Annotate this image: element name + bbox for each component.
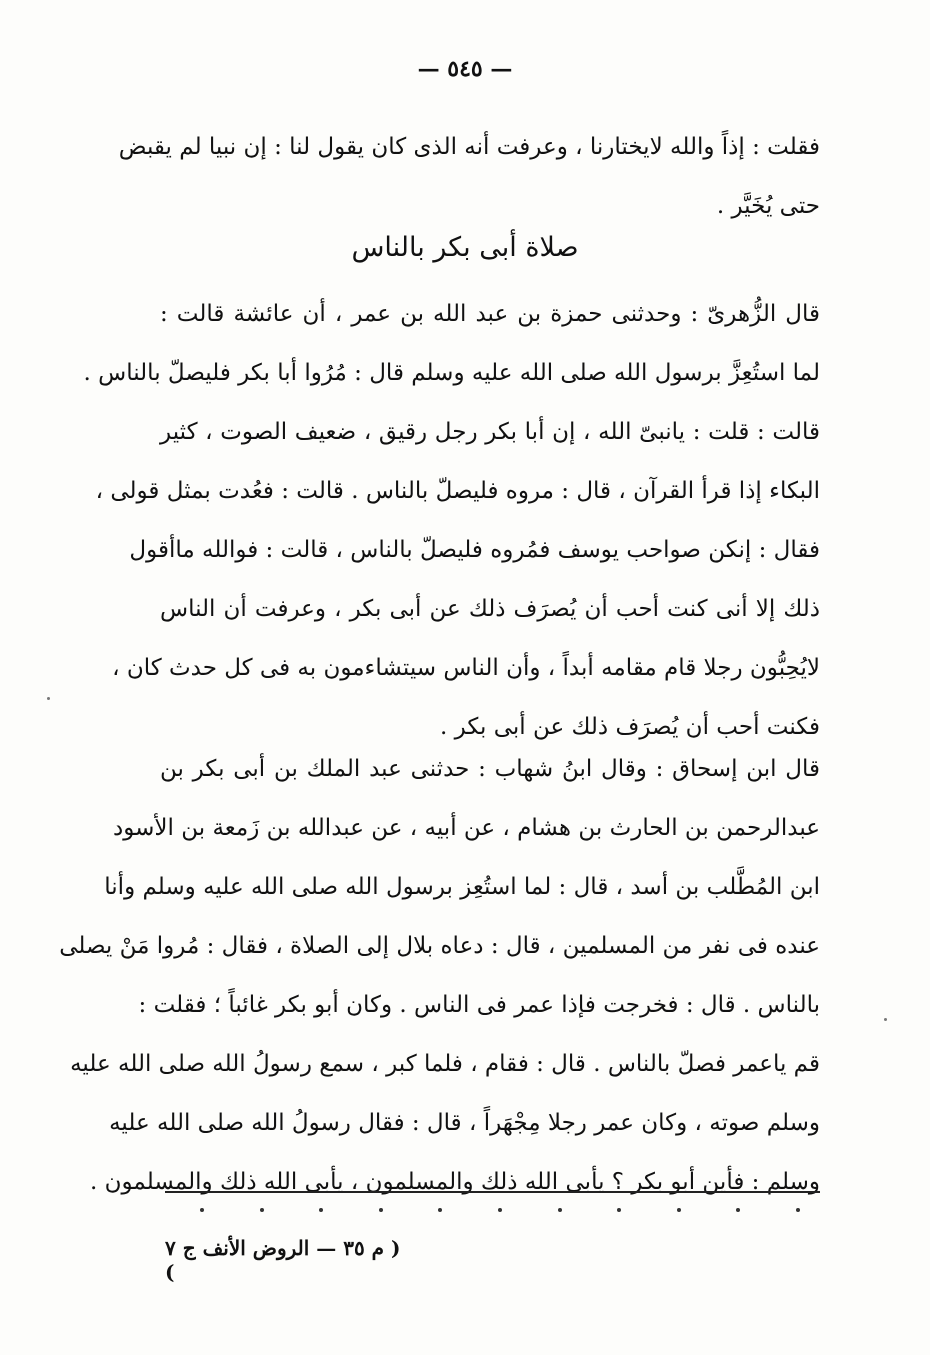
dot [558, 1208, 562, 1212]
text-line: فقال : إنكن صواحب يوسف فمُروه فليصلّ بالناس ، قالت : فوالله ماأقول [129, 537, 820, 563]
dot [438, 1208, 442, 1212]
text-line: وسلم : فأين أبو بكر ؟ يأبى الله ذلك والمسلمون ، يأبى الله ذلك والمسلمون . [90, 1169, 820, 1195]
text-line: قم ياعمر فصلّ بالناس . قال : فقام ، فلما كبر ، سمع رسولُ الله صلى الله عليه [70, 1051, 820, 1077]
text-line: قالت : قلت : يانبىّ الله ، إن أبا بكر رجل رقيق ، ضعيف الصوت ، كثير [160, 419, 820, 445]
dot [498, 1208, 502, 1212]
dot [379, 1208, 383, 1212]
dot [617, 1208, 621, 1212]
dot [260, 1208, 264, 1212]
dot [677, 1208, 681, 1212]
page-number: — ٥٤٥ — [417, 56, 513, 82]
section-two-paragraph [59, 740, 820, 1212]
text-line: قال ابن إسحاق : وقال ابنُ شهاب : حدثنى عبد الملك بن أبى بكر بن [160, 756, 820, 782]
text-line: البكاء إذا قرأ القرآن ، قال : مروه فليصلّ بالناس . قالت : فعُدت بمثل قولى ، [95, 478, 820, 504]
scan-speck [884, 1018, 887, 1021]
dot [319, 1208, 323, 1212]
text-line: ذلك إلا أنى كنت أحب أن يُصرَف ذلك عن أبى بكر ، وعرفت أن الناس [160, 596, 820, 622]
text-line: فكنت أحب أن يُصرَف ذلك عن أبى بكر . [440, 714, 820, 740]
text-line: قال الزُّهرىّ : وحدثنى حمزة بن عبد الله بن عمر ، أن عائشة قالت : [160, 301, 820, 327]
text-line: لايُحِبُّون رجلا قام مقامه أبداً ، وأن الناس سيتشاءمون به فى كل حدث كان ، [112, 655, 820, 681]
section-one-paragraph [83, 285, 820, 757]
dot [736, 1208, 740, 1212]
intro-paragraph [118, 118, 820, 236]
footnote-rule [165, 1191, 820, 1193]
dot [200, 1208, 204, 1212]
text-line: لما استُعِزَّ برسول الله صلى الله عليه وسلم قال : مُرُوا أبا بكر فليصلّ بالناس . [83, 360, 820, 386]
signature-footer: ( م ٣٥ — الروض الأنف ج ٧ ) [165, 1236, 401, 1284]
text-line: وسلم صوته ، وكان عمر رجلا مِجْهَراً ، قال : فقال رسولُ الله صلى الله عليه [109, 1110, 820, 1136]
text-line: بالناس . قال : فخرجت فإذا عمر فى الناس . وكان أبو بكر غائباً ؛ فقلت : [138, 992, 820, 1018]
text-line: حتى يُخَيَّر . [716, 193, 820, 219]
dotted-separator [200, 1208, 800, 1212]
text-line: عبدالرحمن بن الحارث بن هشام ، عن أبيه ، عن عبدالله بن زَمعة بن الأسود [113, 815, 820, 841]
section-heading: صلاة أبى بكر بالناس [351, 232, 579, 263]
text-line: فقلت : إذاً والله لايختارنا ، وعرفت أنه الذى كان يقول لنا : إن نبيا لم يقبض [118, 134, 820, 160]
text-line: عنده فى نفر من المسلمين ، قال : دعاه بلال إلى الصلاة ، فقال : مُروا مَنْ يصلى [59, 933, 820, 959]
dot [796, 1208, 800, 1212]
text-line: ابن المُطَّلب بن أسد ، قال : لما استُعِز برسول الله صلى الله عليه وسلم وأنا [104, 874, 820, 900]
scan-speck [47, 697, 50, 700]
